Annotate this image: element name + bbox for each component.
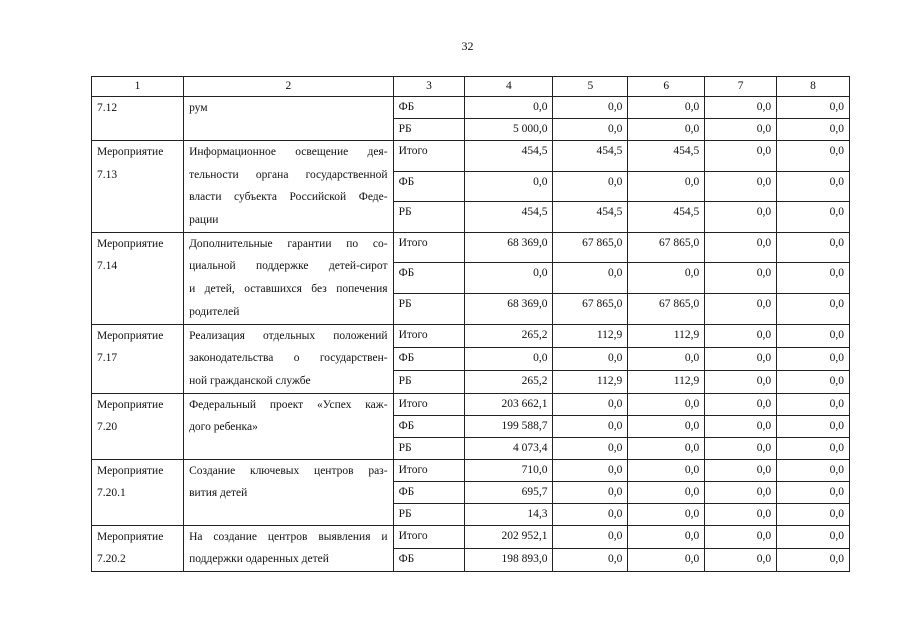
amount-cell: 0,0 xyxy=(628,503,705,525)
funding-source-cell: ФБ xyxy=(393,548,465,571)
amount-cell: 265,2 xyxy=(465,370,553,393)
description-line: родителей xyxy=(189,305,240,318)
description-line: вития детей xyxy=(189,487,248,500)
description-line: поддержки одаренных детей xyxy=(189,553,329,566)
description-cell xyxy=(184,141,393,233)
amount-cell: 0,0 xyxy=(705,232,777,263)
amount-cell: 0,0 xyxy=(777,97,850,119)
event-label: Мероприятие xyxy=(97,237,164,250)
funding-source-cell: Итого xyxy=(393,393,465,415)
amount-cell: 0,0 xyxy=(777,232,850,263)
description-line: Дополнительные гарантии по со- xyxy=(189,237,388,250)
amount-cell: 198 893,0 xyxy=(465,548,553,571)
funding-source-cell: РБ xyxy=(393,202,465,233)
description-cell xyxy=(184,459,393,525)
amount-cell: 0,0 xyxy=(777,548,850,571)
amount-cell: 0,0 xyxy=(553,347,628,370)
amount-cell: 0,0 xyxy=(628,347,705,370)
description-line: законодательства о государствен- xyxy=(189,352,388,365)
funding-source-cell: ФБ xyxy=(393,263,465,294)
amount-cell: 0,0 xyxy=(705,347,777,370)
amount-cell: 5 000,0 xyxy=(465,119,553,141)
event-cell xyxy=(92,232,184,324)
amount-cell: 0,0 xyxy=(628,393,705,415)
amount-cell: 68 369,0 xyxy=(465,232,553,263)
event-label: 7.17 xyxy=(97,352,118,365)
amount-cell: 4 073,4 xyxy=(465,437,553,459)
amount-cell: 0,0 xyxy=(628,171,705,202)
amount-cell: 0,0 xyxy=(705,202,777,233)
amount-cell: 112,9 xyxy=(628,370,705,393)
amount-cell: 454,5 xyxy=(628,141,705,172)
amount-cell: 454,5 xyxy=(465,202,553,233)
funding-source-cell: Итого xyxy=(393,141,465,172)
amount-cell: 0,0 xyxy=(553,119,628,141)
event-label: Мероприятие xyxy=(97,464,164,477)
column-header: 5 xyxy=(553,77,628,97)
event-cell xyxy=(92,525,184,571)
amount-cell: 0,0 xyxy=(553,393,628,415)
amount-cell: 0,0 xyxy=(465,263,553,294)
description-cell xyxy=(184,97,393,141)
amount-cell: 0,0 xyxy=(705,324,777,347)
amount-cell: 0,0 xyxy=(628,437,705,459)
description-line: На создание центров выявления и xyxy=(189,530,388,543)
funding-source-cell: Итого xyxy=(393,525,465,548)
funding-source-cell: РБ xyxy=(393,293,465,324)
table-row xyxy=(92,393,850,415)
amount-cell: 0,0 xyxy=(705,459,777,481)
amount-cell: 0,0 xyxy=(705,437,777,459)
amount-cell: 0,0 xyxy=(628,525,705,548)
amount-cell: 0,0 xyxy=(628,481,705,503)
amount-cell: 0,0 xyxy=(553,459,628,481)
description-line: Информационное освещение дея- xyxy=(189,146,388,158)
table-row xyxy=(92,459,850,481)
event-cell xyxy=(92,393,184,459)
amount-cell: 0,0 xyxy=(777,503,850,525)
amount-cell: 0,0 xyxy=(705,503,777,525)
funding-source-cell: РБ xyxy=(393,370,465,393)
amount-cell: 0,0 xyxy=(777,293,850,324)
table-row xyxy=(92,525,850,548)
amount-cell: 0,0 xyxy=(777,437,850,459)
amount-cell: 0,0 xyxy=(705,548,777,571)
table-row xyxy=(92,97,850,119)
amount-cell: 68 369,0 xyxy=(465,293,553,324)
amount-cell: 0,0 xyxy=(777,347,850,370)
amount-cell: 14,3 xyxy=(465,503,553,525)
amount-cell: 0,0 xyxy=(777,370,850,393)
amount-cell: 0,0 xyxy=(628,97,705,119)
amount-cell: 0,0 xyxy=(553,97,628,119)
amount-cell: 454,5 xyxy=(553,202,628,233)
amount-cell: 0,0 xyxy=(705,393,777,415)
amount-cell: 0,0 xyxy=(777,393,850,415)
amount-cell: 0,0 xyxy=(628,459,705,481)
description-cell xyxy=(184,232,393,324)
table-row xyxy=(92,324,850,347)
amount-cell: 0,0 xyxy=(777,415,850,437)
amount-cell: 112,9 xyxy=(553,370,628,393)
description-cell xyxy=(184,324,393,393)
amount-cell: 0,0 xyxy=(777,525,850,548)
amount-cell: 0,0 xyxy=(705,141,777,172)
description-cell xyxy=(184,525,393,571)
amount-cell: 202 952,1 xyxy=(465,525,553,548)
amount-cell: 0,0 xyxy=(628,548,705,571)
amount-cell: 0,0 xyxy=(777,263,850,294)
amount-cell: 0,0 xyxy=(465,171,553,202)
event-cell xyxy=(92,459,184,525)
amount-cell: 0,0 xyxy=(553,263,628,294)
amount-cell: 0,0 xyxy=(777,119,850,141)
description-line: Создание ключевых центров раз- xyxy=(189,464,388,477)
table-row xyxy=(92,141,850,172)
page-number: 32 xyxy=(461,39,474,53)
funding-source-cell: Итого xyxy=(393,232,465,263)
funding-source-cell: ФБ xyxy=(393,415,465,437)
amount-cell: 0,0 xyxy=(553,437,628,459)
amount-cell: 0,0 xyxy=(628,415,705,437)
description-line: ной гражданской службе xyxy=(189,374,311,387)
table-body xyxy=(92,97,850,572)
event-label: 7.20.1 xyxy=(97,487,126,500)
description-line: дого ребенка» xyxy=(189,421,258,434)
amount-cell: 0,0 xyxy=(553,525,628,548)
amount-cell: 0,0 xyxy=(628,119,705,141)
event-label: 7.20.2 xyxy=(97,553,126,566)
funding-source-cell: Итого xyxy=(393,324,465,347)
amount-cell: 0,0 xyxy=(465,347,553,370)
amount-cell: 0,0 xyxy=(705,293,777,324)
amount-cell: 0,0 xyxy=(705,97,777,119)
column-header: 1 xyxy=(92,77,184,97)
amount-cell: 710,0 xyxy=(465,459,553,481)
event-label: Мероприятие xyxy=(97,329,164,342)
description-line: циальной поддержке детей-сирот xyxy=(189,260,388,273)
amount-cell: 0,0 xyxy=(553,503,628,525)
description-line: Федеральный проект «Успех каж- xyxy=(189,398,388,411)
amount-cell: 265,2 xyxy=(465,324,553,347)
amount-cell: 0,0 xyxy=(705,525,777,548)
amount-cell: 0,0 xyxy=(553,415,628,437)
funding-source-cell: Итого xyxy=(393,459,465,481)
amount-cell: 454,5 xyxy=(553,141,628,172)
amount-cell: 0,0 xyxy=(553,171,628,202)
event-label: 7.20 xyxy=(97,421,118,434)
budget-table xyxy=(91,76,850,572)
event-label: 7.12 xyxy=(97,102,118,114)
header-row xyxy=(92,77,850,97)
amount-cell: 0,0 xyxy=(777,324,850,347)
event-cell xyxy=(92,324,184,393)
amount-cell: 0,0 xyxy=(705,171,777,202)
column-header: 4 xyxy=(465,77,553,97)
funding-source-cell: ФБ xyxy=(393,171,465,202)
amount-cell: 203 662,1 xyxy=(465,393,553,415)
amount-cell: 0,0 xyxy=(465,97,553,119)
funding-source-cell: РБ xyxy=(393,119,465,141)
amount-cell: 454,5 xyxy=(465,141,553,172)
description-line: Реализация отдельных положений xyxy=(189,329,388,342)
amount-cell: 0,0 xyxy=(777,141,850,172)
event-label: Мероприятие xyxy=(97,398,164,411)
amount-cell: 199 588,7 xyxy=(465,415,553,437)
table-row xyxy=(92,232,850,263)
funding-source-cell: РБ xyxy=(393,437,465,459)
amount-cell: 0,0 xyxy=(777,202,850,233)
description-line: тельности органа государственной xyxy=(189,168,388,181)
amount-cell: 67 865,0 xyxy=(628,293,705,324)
funding-source-cell: ФБ xyxy=(393,97,465,119)
event-label: 7.14 xyxy=(97,260,118,273)
amount-cell: 0,0 xyxy=(705,263,777,294)
amount-cell: 0,0 xyxy=(705,119,777,141)
description-line: власти субъекта Российской Феде- xyxy=(189,191,388,204)
amount-cell: 67 865,0 xyxy=(628,232,705,263)
funding-source-cell: ФБ xyxy=(393,347,465,370)
column-header: 3 xyxy=(393,77,465,97)
description-line: и детей, оставшихся без попечения xyxy=(189,283,388,296)
event-cell xyxy=(92,141,184,233)
amount-cell: 454,5 xyxy=(628,202,705,233)
amount-cell: 0,0 xyxy=(705,370,777,393)
event-label: 7.13 xyxy=(97,168,118,181)
column-header: 6 xyxy=(628,77,705,97)
amount-cell: 0,0 xyxy=(705,415,777,437)
amount-cell: 0,0 xyxy=(777,171,850,202)
amount-cell: 67 865,0 xyxy=(553,232,628,263)
amount-cell: 112,9 xyxy=(553,324,628,347)
event-cell xyxy=(92,97,184,141)
description-line: рации xyxy=(189,214,219,227)
amount-cell: 0,0 xyxy=(705,481,777,503)
event-label: Мероприятие xyxy=(97,146,164,158)
amount-cell: 0,0 xyxy=(777,459,850,481)
description-line: рум xyxy=(189,102,208,114)
amount-cell: 0,0 xyxy=(553,548,628,571)
amount-cell: 67 865,0 xyxy=(553,293,628,324)
amount-cell: 112,9 xyxy=(628,324,705,347)
column-header: 2 xyxy=(184,77,393,97)
amount-cell: 695,7 xyxy=(465,481,553,503)
amount-cell: 0,0 xyxy=(553,481,628,503)
description-cell xyxy=(184,393,393,459)
column-header: 8 xyxy=(777,77,850,97)
amount-cell: 0,0 xyxy=(628,263,705,294)
event-label: Мероприятие xyxy=(97,530,164,543)
funding-source-cell: ФБ xyxy=(393,481,465,503)
column-header: 7 xyxy=(705,77,777,97)
amount-cell: 0,0 xyxy=(777,481,850,503)
funding-source-cell: РБ xyxy=(393,503,465,525)
